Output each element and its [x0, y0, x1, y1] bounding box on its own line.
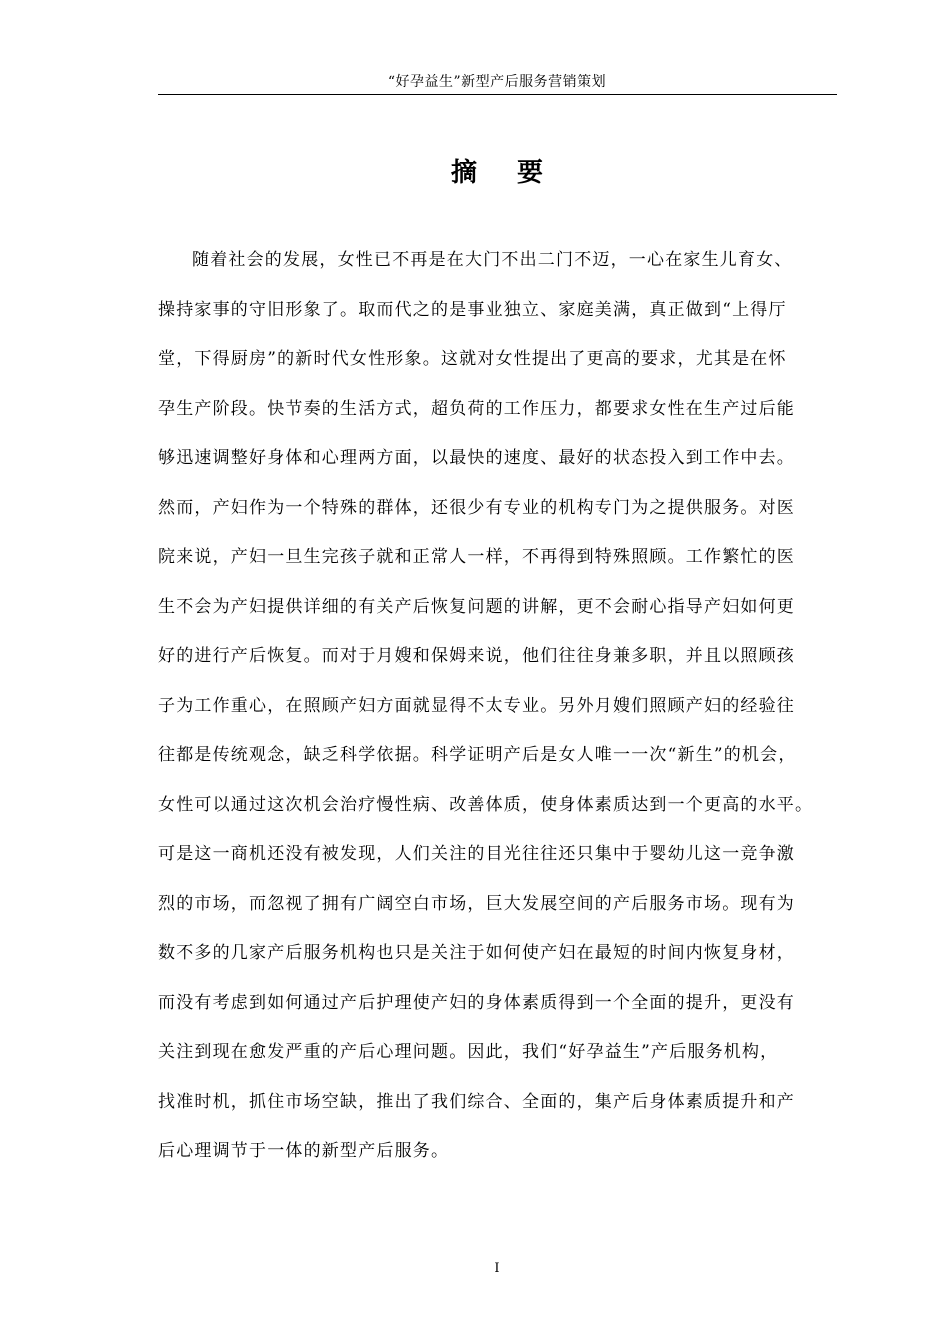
paragraph-line: 后心理调节于一体的新型产后服务。: [158, 1141, 450, 1161]
section-title: [158, 156, 836, 190]
section-title-char: 摘: [450, 158, 477, 188]
paragraph-line: 子为工作重心，在照顾产妇方面就显得不太专业。另外月嫂们照顾产妇的经验往: [158, 695, 795, 716]
paragraph-line: 够迅速调整好身体和心理两方面，以最快的速度、最好的状态投入到工作中去。: [158, 448, 795, 468]
paragraph-line: 生不会为产妇提供详细的有关产后恢复问题的讲解，更不会耐心指导产妇如何更: [158, 596, 795, 617]
paragraph-line: 关注到现在愈发严重的产后心理问题。因此，我们“好孕益生”产后服务机构，: [158, 1042, 779, 1062]
paragraph-line: 女性可以通过这次机会治疗慢性病、改善体质，使身体素质达到一个更高的水平。: [158, 794, 814, 815]
paragraph-line: 往都是传统观念，缺乏科学依据。科学证明产后是女人唯一一次“新生”的机会，: [158, 745, 797, 765]
page-number: I: [494, 1261, 500, 1276]
paragraph-line: 可是这一商机还没有被发现，人们关注的目光往往还只集中于婴幼儿这一竞争激: [158, 844, 795, 864]
section-title-char: 要: [517, 158, 544, 188]
paragraph-line: 院来说，产妇一旦生完孩子就和正常人一样，不再得到特殊照顾。工作繁忙的医: [158, 547, 795, 567]
paragraph-line: 找准时机，抓住市场空缺，推出了我们综合、全面的，集产后身体素质提升和产: [158, 1091, 795, 1112]
paragraph-line: 数不多的几家产后服务机构也只是关注于如何使产妇在最短的时间内恢复身材，: [158, 943, 795, 963]
abstract-paragraph: [158, 248, 848, 1189]
paragraph-line: 好的进行产后恢复。而对于月嫂和保姆来说，他们往往身兼多职，并且以照顾孩: [158, 646, 795, 666]
paragraph-line: 孕生产阶段。快节奏的生活方式，超负荷的工作压力，都要求女性在生产过后能: [158, 398, 795, 419]
paragraph-line: 随着社会的发展，女性已不再是在大门不出二门不迈，一心在家生儿育女、: [192, 250, 793, 270]
running-header: “好孕益生”新型产后服务营销策划: [387, 74, 607, 90]
paragraph-line: 然而，产妇作为一个特殊的群体，还很少有专业的机构专门为之提供服务。对医: [158, 497, 795, 518]
paragraph-line: 而没有考虑到如何通过产后护理使产妇的身体素质得到一个全面的提升，更没有: [158, 992, 795, 1013]
paragraph-line: 堂，下得厨房”的新时代女性形象。这就对女性提出了更高的要求，尤其是在怀: [158, 349, 787, 369]
paragraph-line: 操持家事的守旧形象了。取而代之的是事业独立、家庭美满，真正做到“上得厅: [158, 299, 787, 320]
header-rule: [158, 94, 837, 95]
paragraph-line: 烈的市场，而忽视了拥有广阔空白市场，巨大发展空间的产后服务市场。现有为: [158, 893, 795, 914]
